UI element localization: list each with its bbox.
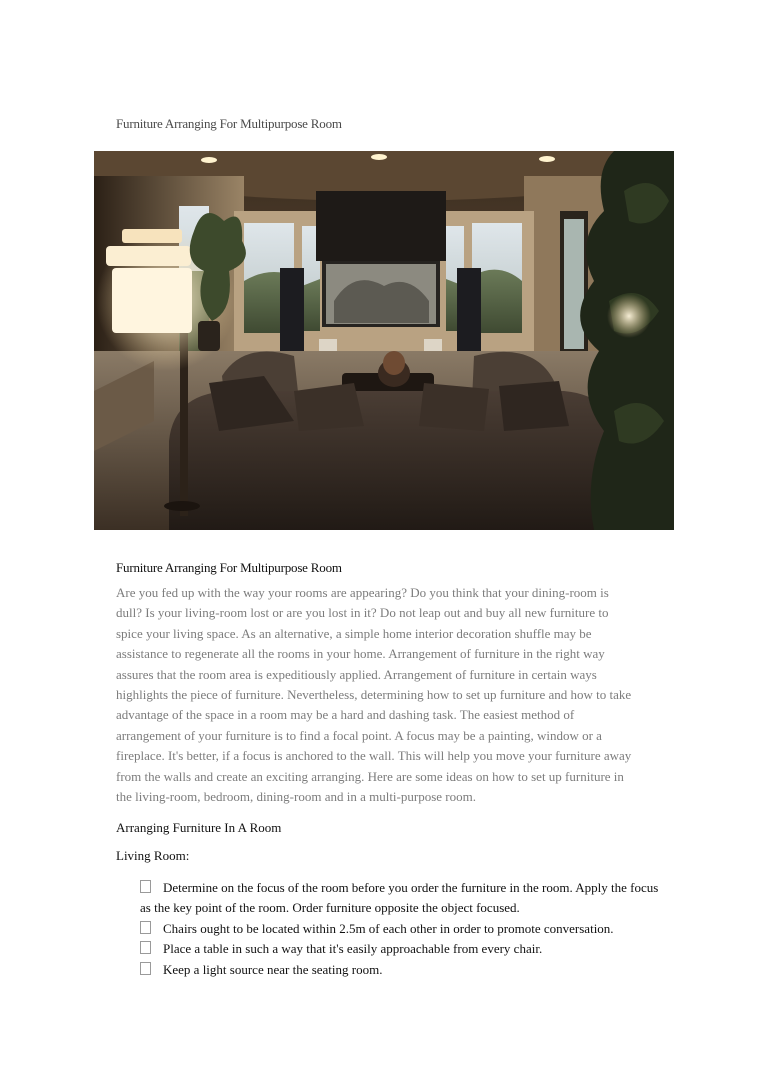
intro-paragraph: Are you fed up with the way your rooms are appearing? Do you think that your dining-room is dull? Is your living-room lost or are you lost in it? Do not leap out and buy all new furniture to spice your living space. As an alternative, a simple home interior decoration shuffle may be assistance to regenerate all the rooms in your home. Arrangement of furniture in the right way assures that the room area is expeditiously applied. Arrangement of furniture in certain ways highlights the piece of furniture. Nevertheless, determining how to set up furniture and how to take advantage of the space in a room may be a hard and dashing task. The easiest method of arrangement of your furniture is to find a focal point. A focus may be a painting, window or a fireplace. It's better, if a focus is anchored to the wall. This will help you move your furniture away from the walls and create an exciting arranging. Here are some ideas on how to set up furniture in the living-room, bedroom, dining-room and in a multi-purpose room. [116, 585, 632, 805]
living-room-tips-list [140, 878, 660, 980]
list-item-text: Determine on the focus of the room before you order the furniture in the room. Apply the focus as the key point of the room. Order furniture opposite the object focused. [140, 880, 659, 916]
heading-living-room: Living Room: [116, 848, 190, 863]
list-item [140, 919, 660, 939]
list-item-text: Keep a light source near the seating room. [163, 961, 383, 977]
section-title: Furniture Arranging For Multipurpose Room [116, 560, 342, 575]
document-title: Furniture Arranging For Multipurpose Room [116, 116, 342, 131]
bullet-box-icon [140, 941, 151, 954]
bullet-box-icon [140, 921, 151, 934]
list-item-text: Chairs ought to be located within 2.5m of each other in order to promote conversation. [163, 920, 614, 936]
living-room-photo [94, 151, 674, 530]
list-item [140, 960, 660, 980]
list-item [140, 878, 660, 919]
heading-arranging-furniture: Arranging Furniture In A Room [116, 820, 282, 835]
bullet-box-icon [140, 962, 151, 975]
bullet-box-icon [140, 880, 151, 893]
list-item-text: Place a table in such a way that it's easily approachable from every chair. [163, 941, 543, 957]
list-item [140, 939, 660, 959]
